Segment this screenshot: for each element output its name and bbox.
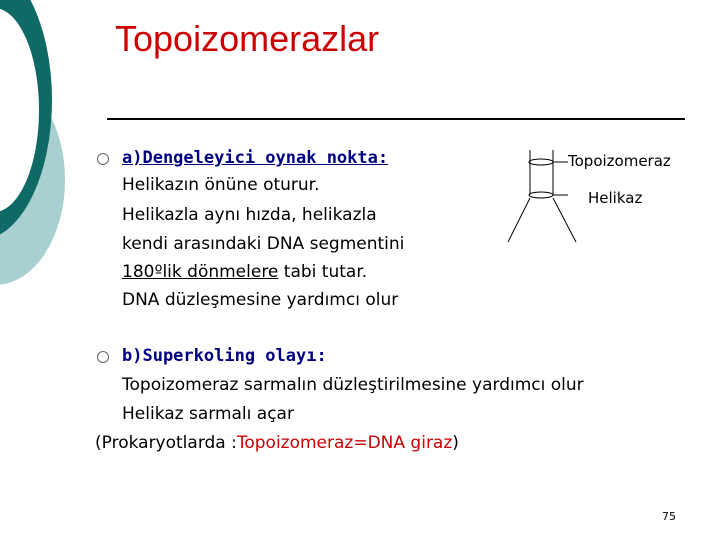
bullet-b-icon [97,351,109,363]
fork-arm-left [508,198,530,242]
section-a-heading: a)Dengeleyici oynak nokta: [122,148,389,168]
bullet-a-icon [97,153,109,165]
rotation-underlined-text: 180ºlik dönmelere [122,262,279,282]
fork-arm-right [553,198,576,242]
helicase-ring [529,192,553,198]
note-highlight: Topoizomeraz=DNA giraz [236,433,453,453]
diagram-label-topoisomerase: Topoizomeraz [568,152,671,170]
section-b-heading: b)Superkoling olayı: [122,346,327,366]
title-divider [107,118,685,120]
slide-decoration [0,0,80,300]
slide-title: Topoizomerazlar [115,18,380,59]
section-b-line-1: Topoizomeraz sarmalın düzleştirilmesine yardımcı olur [122,375,584,395]
section-a-line-3: kendi arasındaki DNA segmentini [122,234,405,254]
section-a-line-5: DNA düzleşmesine yardımcı olur [122,290,399,310]
section-a-line-4 [122,262,367,282]
diagram-label-helicase: Helikaz [588,189,643,207]
page-number: 75 [662,510,676,523]
rotation-rest-text: tabi tutar. [278,262,368,282]
topoisomerase-ring [529,159,553,165]
section-a-line-1: Helikazın önüne oturur. [122,175,320,195]
section-b-note [95,433,459,453]
section-b-line-2: Helikaz sarmalı açar [122,404,294,424]
note-suffix: ) [452,433,459,453]
section-a-line-2: Helikazla aynı hızda, helikazla [122,205,377,225]
note-prefix: (Prokaryotlarda : [95,433,237,453]
